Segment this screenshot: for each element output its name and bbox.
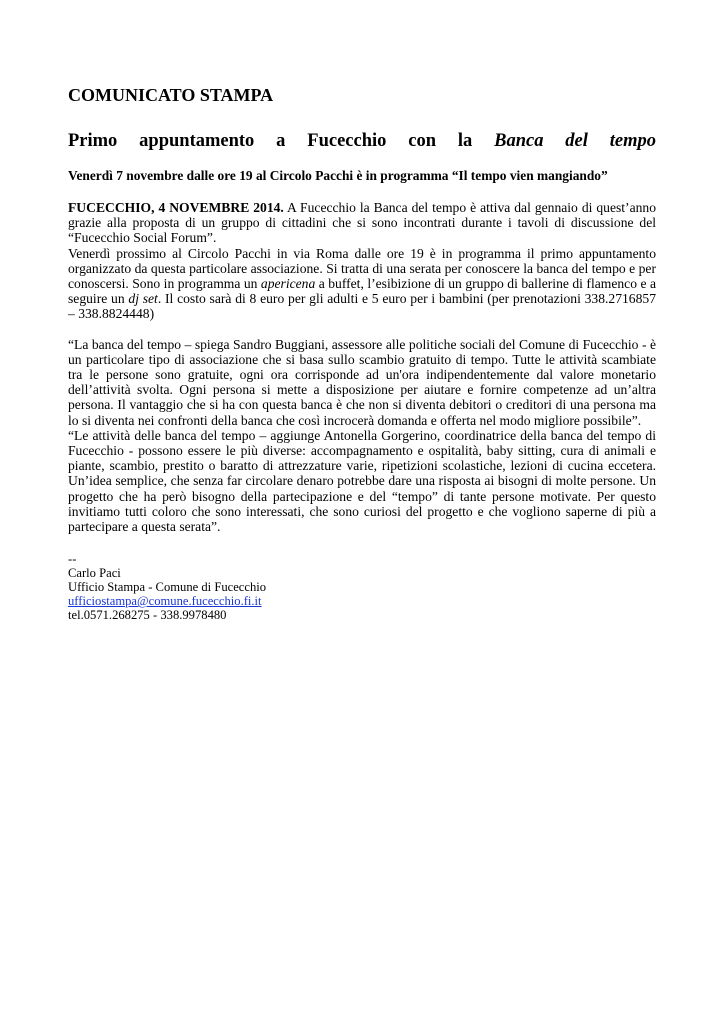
- signature-phone: tel.0571.268275 - 338.9978480: [68, 608, 227, 623]
- signature-office: Ufficio Stampa - Comune di Fucecchio: [68, 580, 267, 595]
- document-title: [68, 129, 656, 153]
- signature-block: [68, 552, 656, 622]
- paragraph-event-text-a: Venerdì prossimo al Circolo Pacchi in via Roma dalle ore 19 è in programma il primo appuntamento organizzato da questa particolare associazione. Si tratta di una serata per conoscere la banca del tempo e per conoscersi. Sono in programma un: [68, 245, 656, 292]
- title-italic-text: Banca del tempo: [494, 131, 657, 151]
- press-release-page: [68, 84, 656, 622]
- paragraph-event-text-c: . Il costo sarà di 8 euro per gli adulti e 5 euro per i bambini (per prenotazioni 338.2716857 – 338.8824448): [68, 291, 656, 322]
- signature-name: Carlo Paci: [68, 566, 121, 581]
- document-subtitle: Venerdì 7 novembre dalle ore 19 al Circolo Pacchi è in programma “Il tempo vien mangiando”: [68, 168, 608, 183]
- signature-separator: --: [68, 552, 77, 567]
- document-heading: COMUNICATO STAMPA: [68, 85, 274, 105]
- title-text: Primo appuntamento a Fucecchio con la: [68, 131, 495, 151]
- paragraph-event: [68, 246, 656, 322]
- dateline: FUCECCHIO, 4 NOVEMBRE 2014.: [68, 200, 284, 215]
- paragraph-event-italic-djset: dj set: [128, 291, 158, 307]
- paragraph-event-italic-apericena: apericena: [260, 276, 316, 292]
- paragraph-intro: [68, 200, 656, 246]
- paragraph-quote-gorgerino: “Le attività delle banca del tempo – aggiunge Antonella Gorgerino, coordinatrice della banca del tempo di Fucecchio - possono essere le più diverse: accompagnamento e ospitalità, baby sitting, cura di animali e piante, scambio, prestito o baratto di attrezzature varie, ripetizioni scolastiche, lezioni di cucina eccetera. Un’idea semplice, che senza far circolare denaro potrebbe dare una risposta ai bisogni di molte persone. Un progetto che ha però bisogno della partecipazione e del “tempo” di tante persone motivate. Per questo invitiamo tutti coloro che sono interessati, che sono curiosi del progetto e che vogliono saperne di più a partecipare a questa serata”.: [68, 427, 656, 535]
- signature-email-link[interactable]: ufficiostampa@comune.fucecchio.fi.it: [68, 594, 262, 609]
- paragraph-intro-text: A Fucecchio la Banca del tempo è attiva dal gennaio di quest’anno grazie alla proposta di un gruppo di cittadini che si sono incontrati durante i tavoli di discussione del “Fucecchio Social Forum”.: [68, 200, 657, 246]
- paragraph-quote-buggiani: “La banca del tempo – spiega Sandro Buggiani, assessore alle politiche sociali del Comune di Fucecchio - è un particolare tipo di associazione che si basa sullo scambio gratuito di tempo. Tutte le attività scambiate tra le persone sono gratuite, ogni ora corrisponde ad un'ora indipendentemente dal valore monetario dell’attività svolta. Ogni persona si mette a disposizione per aiutare e fornire competenze ad un’altra persona. Il vantaggio che si ha con questa banca è che non si diventa debitori o creditori di una persona ma lo si diventa nei confronti della banca che così incrocerà domanda e offerta nel modo migliore possibile”.: [68, 336, 656, 428]
- paragraph-event-text-b: a buffet, l’esibizione di un gruppo di ballerine di flamenco e a seguire un: [68, 276, 656, 307]
